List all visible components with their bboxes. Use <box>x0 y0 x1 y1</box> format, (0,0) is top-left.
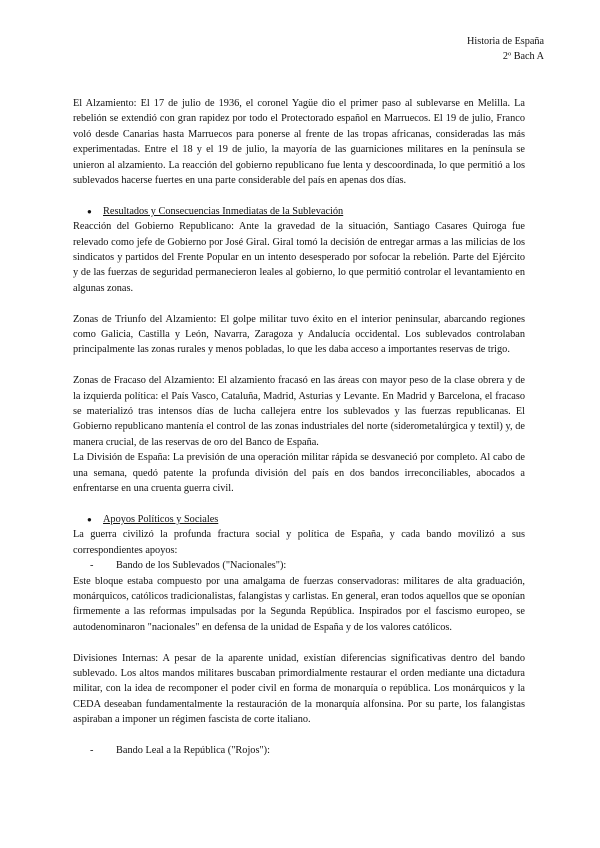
section-title: Apoyos Políticos y Sociales <box>103 513 219 525</box>
paragraph-fracaso: Zonas de Fracaso del Alzamiento: El alzamiento fracasó en las áreas con mayor peso de la clase obrera y de la izquierda política: el País Vasco, Cataluña, Madrid, Asturias y Levante. En Madrid y Barcelona, el fracaso se materializó tras intensos días de lucha callejera entre los sublevados y las fuerzas republicanas. El Gobierno republicano mantenía el control de las zonas industriales del norte (siderometalúrgica y textil) y, de manera crucial, de las reservas de oro del Banco de España. <box>73 375 525 448</box>
section-heading-apoyos <box>87 512 525 527</box>
paragraph-bloque: Este bloque estaba compuesto por una amalgama de fuerzas conservadoras: militares de alta graduación, monárquicos, católicos tradicionalistas, falangistas y carlistas. En general, eran todos aquellos que se oponían firmemente a las reformas impulsadas por la Segunda República. Inspirados por el fascismo europeo, se autodenominaron "nacionales" en defensa de la unidad de España y de los valores católicos. <box>73 575 525 633</box>
header-subject: Historia de España <box>467 36 544 47</box>
paragraph-divisiones: Divisiones Internas: A pesar de la aparente unidad, existían diferencias significativas dentro del bando sublevado. Los altos mandos militares buscaban primordialmente restaurar el orden mediante una dictadura militar, con la idea de recomponer el poder civil en forma de monarquía o república. Los monárquicos y la CEDA deseaban fundamentalmente la restauración de la monarquía alfonsina. Por su parte, los falangistas aspiraban a imponer un régimen fascista de corte italiano. <box>73 652 525 726</box>
header-class: 2º Bach A <box>502 51 544 62</box>
list-item-label: Bando Leal a la República ("Rojos"): <box>116 744 270 756</box>
section-heading-resultados <box>87 204 525 219</box>
list-item-sublevados <box>90 558 525 573</box>
paragraph-guerra: La guerra civilizó la profunda fractura social y política de España, y cada bando movilizó a sus correspondientes apoyos: <box>73 529 525 556</box>
document-body <box>73 96 525 758</box>
list-item-label: Bando de los Sublevados ("Nacionales"): <box>116 560 287 572</box>
page-header <box>467 34 544 64</box>
dash-icon: - <box>90 744 94 756</box>
section-title: Resultados y Consecuencias Inmediatas de la Sublevación <box>103 205 344 217</box>
list-item-republica <box>90 743 525 758</box>
bullet-icon: ● <box>87 206 92 216</box>
paragraph-alzamiento: El Alzamiento: El 17 de julio de 1936, el coronel Yagüe dio el primer paso al sublevarse en Melilla. La rebelión se extendió con gran rapidez por todo el Protectorado español en Marruecos. El 19 de julio, Franco voló desde Canarias hasta Marruecos para ponerse al frente de las tropas africanas, consideradas las más experimentadas. Entre el 18 y el 19 de julio, la mayoría de las guarniciones militares en la península se unieron al alzamiento. La reacción del gobierno republicano fue lenta y descoordinada, lo que permitió a los sublevados hacerse fuertes en una parte considerable del país en apenas dos días. <box>73 98 525 187</box>
bullet-icon: ● <box>87 514 92 524</box>
paragraph-reaccion: Reacción del Gobierno Republicano: Ante la gravedad de la situación, Santiago Casares Quiroga fue relevado como jefe de Gobierno por José Giral. Giral tomó la decisión de entregar armas a las milicias de los sindicatos y partidos del Frente Popular en un intento desesperado por sofocar la rebelión. Parte del Ejército y de las fuerzas de seguridad permanecieron leales al gobierno, lo que permitió controlar el levantamiento en algunas zonas. <box>73 221 525 294</box>
dash-icon: - <box>90 560 94 572</box>
paragraph-triunfo: Zonas de Triunfo del Alzamiento: El golpe militar tuvo éxito en el interior peninsular, abarcando regiones como Galicia, Castilla y León, Navarra, Zaragoza y Andalucía occidental. Los sublevados controlaban principalmente las zonas rurales y menos pobladas, lo que les daba acceso a importantes reservas de trigo. <box>73 313 525 356</box>
paragraph-division: La División de España: La previsión de una operación militar rápida se desvaneció por completo. Al cabo de una semana, quedó patente la profunda división del país en dos bandos irreconciliables, abocados a enfrentarse en una cruenta guerra civil. <box>73 452 525 495</box>
